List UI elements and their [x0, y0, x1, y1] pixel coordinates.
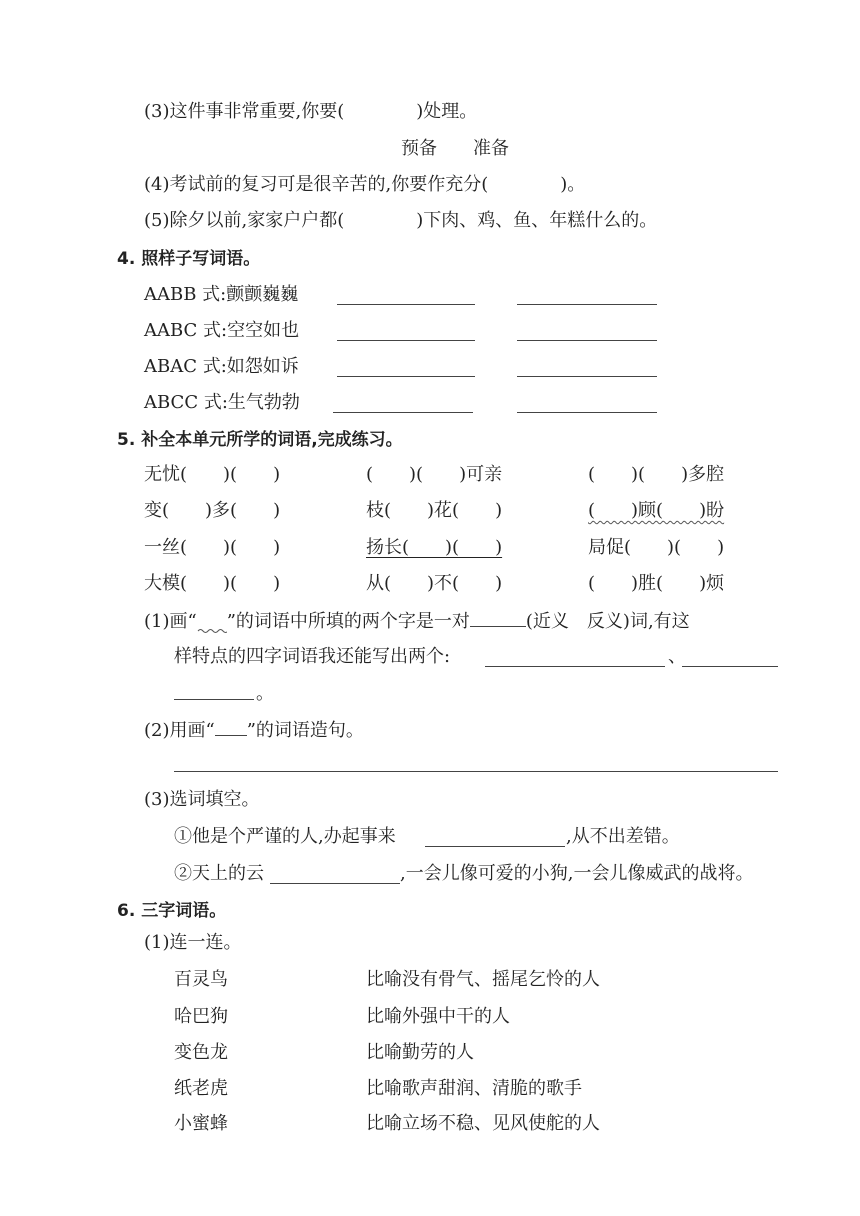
q5-sub3-1-prefix: ①他是个严谨的人,办起事来	[174, 826, 396, 847]
q4-row-aabc: AABC 式:空空如也	[144, 320, 300, 341]
q6-heading: 6. 三字词语。	[117, 901, 227, 921]
q5-word-r2c3-wavy: ( )顾( )盼	[588, 500, 725, 521]
q6-sub1-title: (1)连一连。	[144, 932, 242, 953]
q5-sub1-prefix: (1)画“	[144, 611, 197, 632]
q6-left-item[interactable]: 哈巴狗	[174, 1006, 228, 1027]
q5-sub1-blank-2b[interactable]	[174, 699, 254, 700]
q5-word-r1c3: ( )( )多腔	[588, 464, 725, 485]
q5-sub3-title: (3)选词填空。	[144, 789, 260, 810]
q4-heading: 4. 照样子写词语。	[117, 249, 261, 269]
q5-heading: 5. 补全本单元所学的词语,完成练习。	[117, 430, 403, 450]
q4-blank-1a[interactable]	[337, 304, 475, 305]
q5-sub3-1-suffix: ,从不出差错。	[566, 826, 680, 847]
q6-right-item[interactable]: 比喻外强中干的人	[366, 1006, 510, 1027]
q4-blank-3a[interactable]	[337, 376, 475, 377]
q5-word-r3c1: 一丝( )( )	[144, 537, 281, 558]
q5-word-r4c1: 大模( )( )	[144, 573, 281, 594]
q4-row-abac: ABAC 式:如怨如诉	[144, 356, 299, 377]
q5-word-r4c3: ( )胜( )烦	[588, 573, 725, 594]
q5-sub1-blank-1[interactable]	[485, 666, 665, 667]
q5-sub3-1-blank[interactable]	[425, 846, 565, 847]
q3-word-options: 预备 准备	[401, 138, 509, 159]
q3-item-3: (3)这件事非常重要,你要( )处理。	[144, 101, 478, 122]
q5-word-r2c2: 枝( )花( )	[366, 500, 503, 521]
q5-word-r1c1: 无忧( )( )	[144, 464, 281, 485]
q6-left-item[interactable]: 小蜜蜂	[174, 1113, 228, 1134]
q3-item-4: (4)考试前的复习可是很辛苦的,你要作充分( )。	[144, 174, 586, 195]
q6-left-item[interactable]: 百灵鸟	[174, 969, 228, 990]
q5-sub1-blank-type[interactable]	[470, 608, 526, 627]
q5-sub2-answer-line[interactable]	[174, 771, 778, 772]
q4-row-aabb: AABB 式:颤颤巍巍	[144, 284, 299, 305]
q5-sub2-suffix: ”的词语造句。	[246, 720, 364, 741]
q4-blank-4a[interactable]	[333, 412, 473, 413]
q6-right-item[interactable]: 比喻立场不稳、见风使舵的人	[366, 1113, 600, 1134]
q3-item-5: (5)除夕以前,家家户户都( )下肉、鸡、鱼、年糕什么的。	[144, 210, 658, 231]
q5-sub3-2-blank[interactable]	[270, 883, 400, 884]
q4-blank-1b[interactable]	[517, 304, 657, 305]
q6-right-item[interactable]: 比喻歌声甜润、清脆的歌手	[366, 1078, 582, 1099]
q5-sub3-2-suffix: ,一会儿像可爱的小狗,一会儿像威武的战将。	[400, 863, 754, 884]
q5-sub1-separator: 、	[668, 646, 686, 667]
wavy-line-sample-icon	[197, 623, 227, 633]
q5-sub1-mid: ”的词语中所填的两个字是一对	[226, 611, 470, 632]
q4-blank-2a[interactable]	[337, 340, 475, 341]
q5-sub1-line1	[144, 608, 690, 633]
q5-sub1-options: (近义 反义)词,有这	[525, 611, 690, 632]
q5-word-r2c1: 变( )多( )	[144, 500, 281, 521]
q6-right-item[interactable]: 比喻没有骨气、摇尾乞怜的人	[366, 969, 600, 990]
q5-word-r3c2-underlined: 扬长( )( )	[366, 537, 503, 558]
q6-left-item[interactable]: 纸老虎	[174, 1078, 228, 1099]
q5-sub2-line	[144, 717, 364, 742]
q6-left-item[interactable]: 变色龙	[174, 1042, 228, 1063]
straight-line-sample-icon	[215, 717, 247, 736]
q5-word-r1c2: ( )( )可亲	[366, 464, 503, 485]
q5-sub2-prefix: (2)用画“	[144, 720, 215, 741]
q5-sub1-line2: 样特点的四字词语我还能写出两个:	[174, 646, 451, 667]
q4-row-abcc: ABCC 式:生气勃勃	[144, 392, 300, 413]
q4-blank-3b[interactable]	[517, 376, 657, 377]
q4-blank-2b[interactable]	[517, 340, 657, 341]
q4-blank-4b[interactable]	[517, 412, 657, 413]
q5-sub1-blank-2a[interactable]	[682, 666, 778, 667]
q6-right-item[interactable]: 比喻勤劳的人	[366, 1042, 474, 1063]
q5-word-r3c3: 局促( )( )	[588, 537, 725, 558]
q5-sub1-end: 。	[256, 683, 274, 704]
q5-sub3-2-prefix: ②天上的云	[174, 863, 264, 884]
q5-word-r4c2: 从( )不( )	[366, 573, 503, 594]
